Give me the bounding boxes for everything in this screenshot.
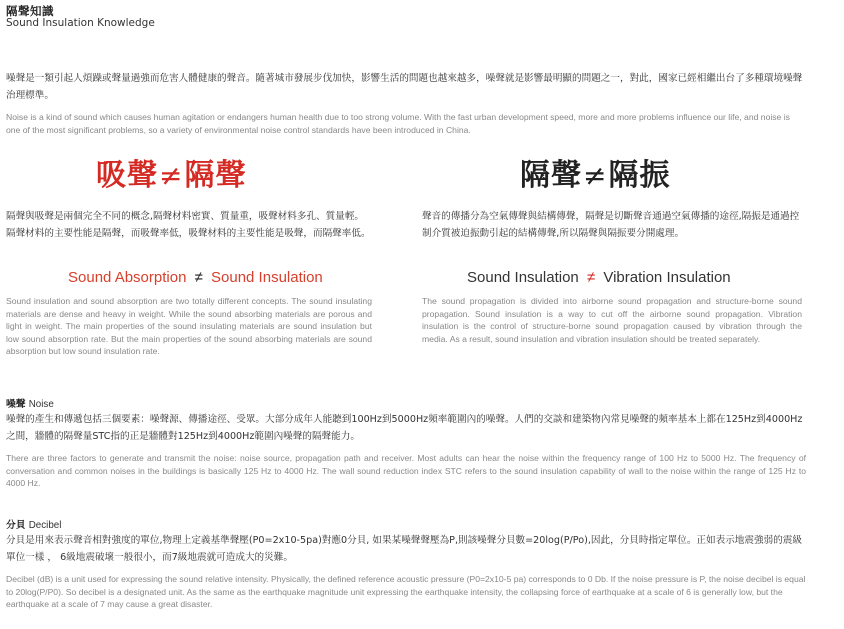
not-equal-icon: ≠: [159, 159, 184, 192]
decibel-en: Decibel (dB) is a unit used for expressing the sound relative intensity. Physically, the defined reference acoustic pressure (P0=2x10-5 pa) corresponds to 0 Db. If the noise pressure is P, the noise decibel is equal to 20log(P/P0). So decibel is a designated unit. As the same as the earthquake magnitude unit expressing the earthquake intensity, the collapsing force of earthquake at a scale of 6 is generally low, but the earthquake at a scale of 7 may cause a great disaster.: [6, 574, 806, 609]
absorption-vs-insulation-en: Sound insulation and sound absorption are two totally different concepts. The sound insulating materials are dense and heavy in weight. While the sound absorbing materials are porous and light in weight. The main properties of the sound insulating materials are sound insulation but low sound absorption rate. But the main properties of the sound absorbing materials are sound absorption but low sound insulation rate.: [6, 296, 372, 356]
noise-heading: 噪聲 Noise: [6, 399, 54, 410]
noise-en: There are three factors to generate and transmit the noise: noise source, propagation path and receiver. Most adults can hear the noise within the frequency range of 100 Hz to 5000 Hz. The frequency of conversation and common noises in the buildings is basically 125 Hz to 4000 Hz. The wall sound reduction index STC refers to the sound insulation capability of wall to the noise within the range of 125 Hz to 4000 Hz.: [6, 453, 806, 488]
absorption-vs-insulation-zh: 隔聲與吸聲是兩個完全不同的概念,隔聲材料密實、質量重，吸聲材料多孔、質量輕。隔聲材料的主要性能是隔聲，而吸聲率低，吸聲材料的主要性能是吸聲，而隔聲率低。: [6, 211, 371, 239]
insulation-vs-vibration-zh: 聲音的傳播分為空氣傳聲與結構傳聲，隔聲是切斷聲音通過空氣傳播的途徑,隔振是通過控制介質被迫振動引起的結構傳聲,所以隔聲與隔振要分開處理。: [422, 211, 800, 239]
insulation-vs-vibration-en: The sound propagation is divided into airborne sound propagation and structure-borne sound propagation. Sound insulation is a way to cut off the airborne sound propagation. Vibration insulation is the control of structure-borne sound propagation caused by vibration through the media. As a result, sound insulation and vibration insulation should be treated separately.: [422, 296, 802, 344]
page-title: 隔聲知識: [6, 4, 54, 18]
decibel-heading: 分貝 Decibel: [6, 520, 62, 531]
banner-absorption: 吸聲: [96, 158, 158, 193]
banner-vibration: 隔振: [608, 158, 671, 193]
insulation-vs-vibration-banner: [520, 150, 670, 194]
intro-en: Noise is a kind of sound which causes human agitation or endangers human health due to too strong volume. With the fast urban development speed, more and more problems influence our life, and noise is one of the most significant problems, so a variety of environmental noise control standards have been introduced in China.: [6, 112, 790, 135]
not-equal-icon: ≠: [194, 269, 203, 286]
noise-zh: 噪聲的產生和傳遞包括三個要素：噪聲源、傳播途徑、受眾。大部分成年人能聽到100Hz到5000Hz頻率範圍內的噪聲。人們的交談和建築物內常見噪聲的頻率基本上都在125Hz到4000Hz之間，牆體的隔聲量STC指的正是牆體對125Hz到4000Hz範圍內噪聲的隔聲能力。: [6, 414, 803, 442]
not-equal-icon: ≠: [586, 269, 596, 286]
banner-insulation: 隔聲: [520, 158, 582, 193]
banner-insulation: 隔聲: [184, 158, 247, 193]
page-subtitle: Sound Insulation Knowledge: [6, 17, 155, 29]
insulation-vs-vibration-subtitle: Sound Insulation ≠ Vibration Insulation: [467, 269, 731, 286]
absorption-vs-insulation-banner: [96, 150, 246, 194]
absorption-vs-insulation-subtitle: Sound Absorption ≠ Sound Insulation: [68, 269, 323, 286]
decibel-zh: 分貝是用來表示聲音相對強度的單位,物理上定義基準聲壓(P0=2x10-5pa)對應0分貝, 如果某噪聲聲壓為P,則該噪聲分貝數=20log(P/Po),因此，分貝時指定單位。正如表示地震強弱的震級單位一樣 ， 6級地震破壞一般很小，而7級地震就可造成大的災難。: [6, 535, 802, 563]
intro-zh: 噪聲是一類引起人煩躁或聲量過強而危害人體健康的聲音。隨著城市發展步伐加快，影響生活的問題也越來越多，噪聲就是影響最明顯的問題之一，對此，國家已經相繼出台了多種環境噪聲治理標準。: [6, 73, 803, 101]
not-equal-icon: ≠: [583, 159, 608, 192]
